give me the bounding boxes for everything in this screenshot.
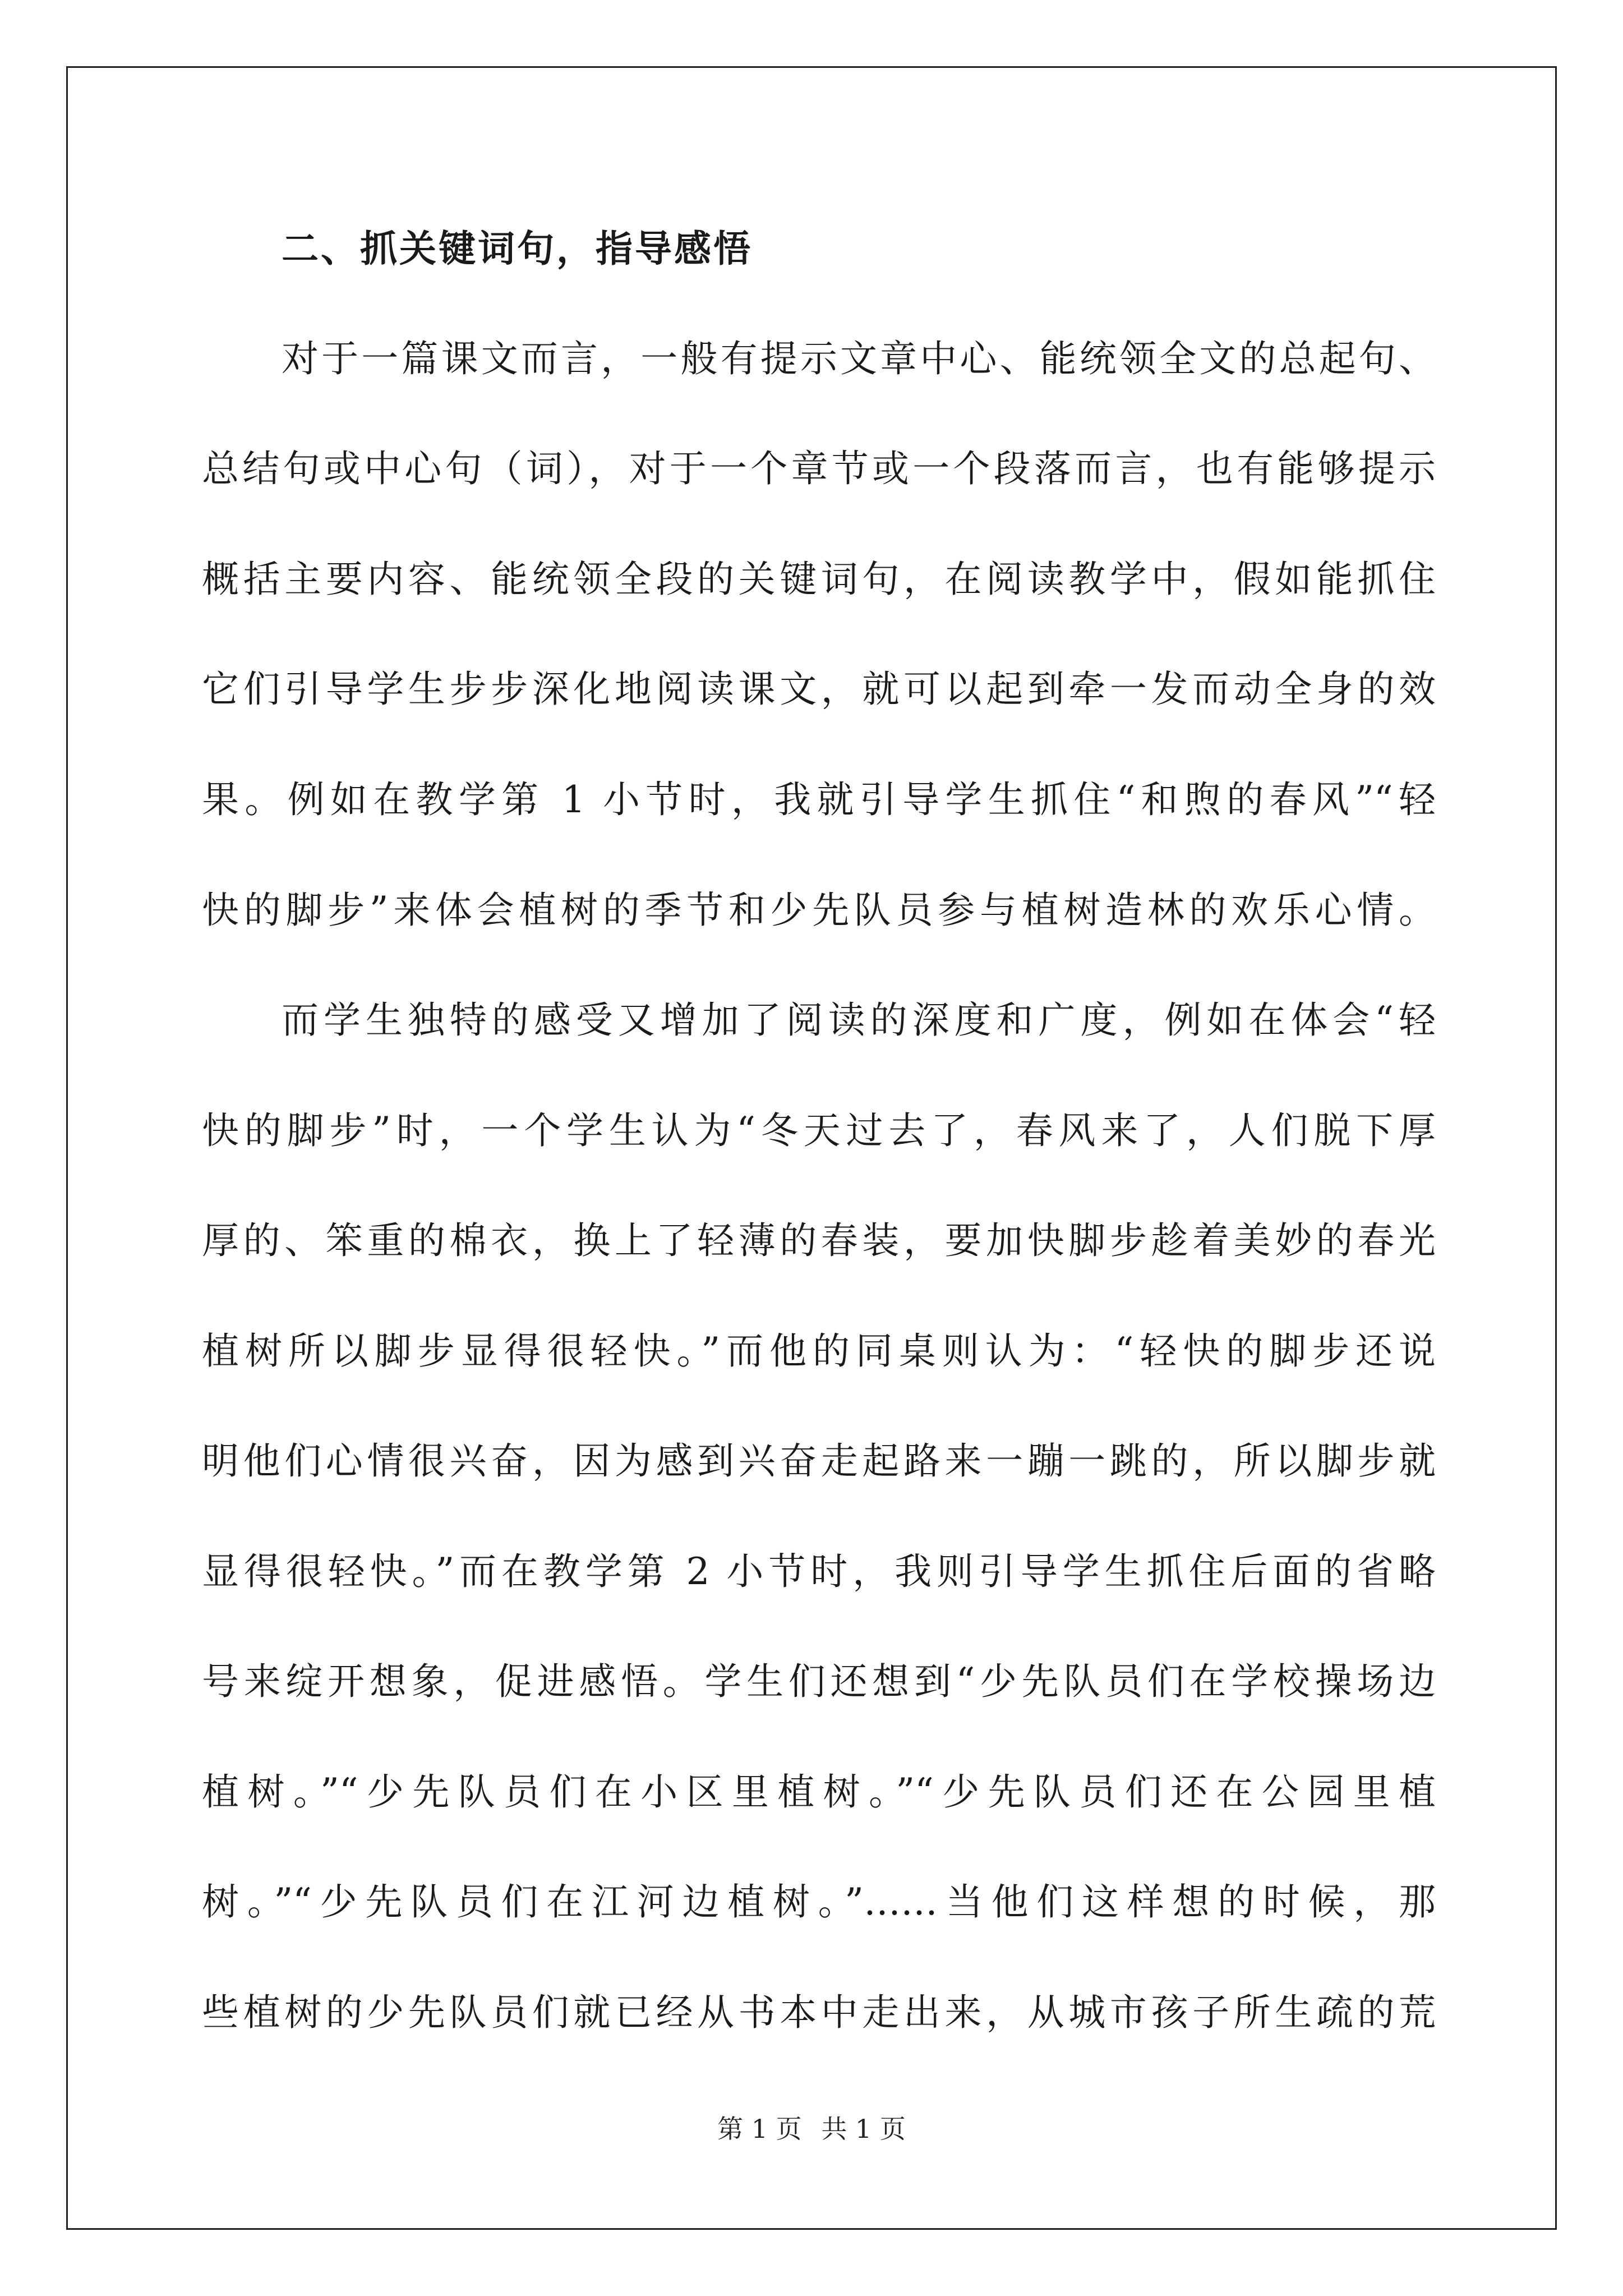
text-line: 总结句或中心句（词），对于一个章节或一个段落而言，也有能够提示	[202, 447, 1436, 490]
text-line: 显得很轻快。”而在教学第 2 小节时，我则引导学生抓住后面的省略	[202, 1550, 1436, 1593]
text-line: 它们引导学生步步深化地阅读课文，就可以起到牵一发而动全身的效	[202, 668, 1436, 711]
text-line: 树。”“少先队员们在江河边植树。”……当他们这样想的时候，那	[202, 1880, 1436, 1924]
page-number: 第 1 页	[717, 2114, 802, 2144]
text-line: 快的脚步”来体会植树的季节和少先队员参与植树造林的欢乐心情。	[202, 889, 1436, 932]
text-line: 植树。”“少先队员们在小区里植树。”“少先队员们还在公园里植	[202, 1770, 1436, 1814]
text-line: 而学生独特的感受又增加了阅读的深度和广度，例如在体会“轻	[282, 999, 1436, 1042]
text-line: 植树所以脚步显得很轻快。”而他的同桌则认为：“轻快的脚步还说	[202, 1329, 1436, 1373]
text-line: 号来绽开想象，促进感悟。学生们还想到“少先队员们在学校操场边	[202, 1660, 1436, 1703]
text-line: 快的脚步”时，一个学生认为“冬天过去了，春风来了，人们脱下厚	[202, 1109, 1436, 1152]
text-line: 概括主要内容、能统领全段的关键词句，在阅读教学中，假如能抓住	[202, 558, 1436, 601]
section-heading: 二、抓关键词句，指导感悟	[282, 227, 753, 270]
text-line: 对于一篇课文而言，一般有提示文章中心、能统领全文的总起句、	[282, 337, 1436, 380]
text-line: 厚的、笨重的棉衣，换上了轻薄的春装，要加快脚步趁着美妙的春光	[202, 1219, 1436, 1262]
page-footer	[0, 2112, 1623, 2146]
text-line: 明他们心情很兴奋，因为感到兴奋走起路来一蹦一跳的，所以脚步就	[202, 1439, 1436, 1483]
text-line: 果。例如在教学第 1 小节时，我就引导学生抓住“和煦的春风”“轻	[202, 778, 1436, 821]
page-total: 共 1 页	[821, 2114, 906, 2144]
text-line: 些植树的少先队员们就已经从书本中走出来，从城市孩子所生疏的荒	[202, 1991, 1436, 2034]
